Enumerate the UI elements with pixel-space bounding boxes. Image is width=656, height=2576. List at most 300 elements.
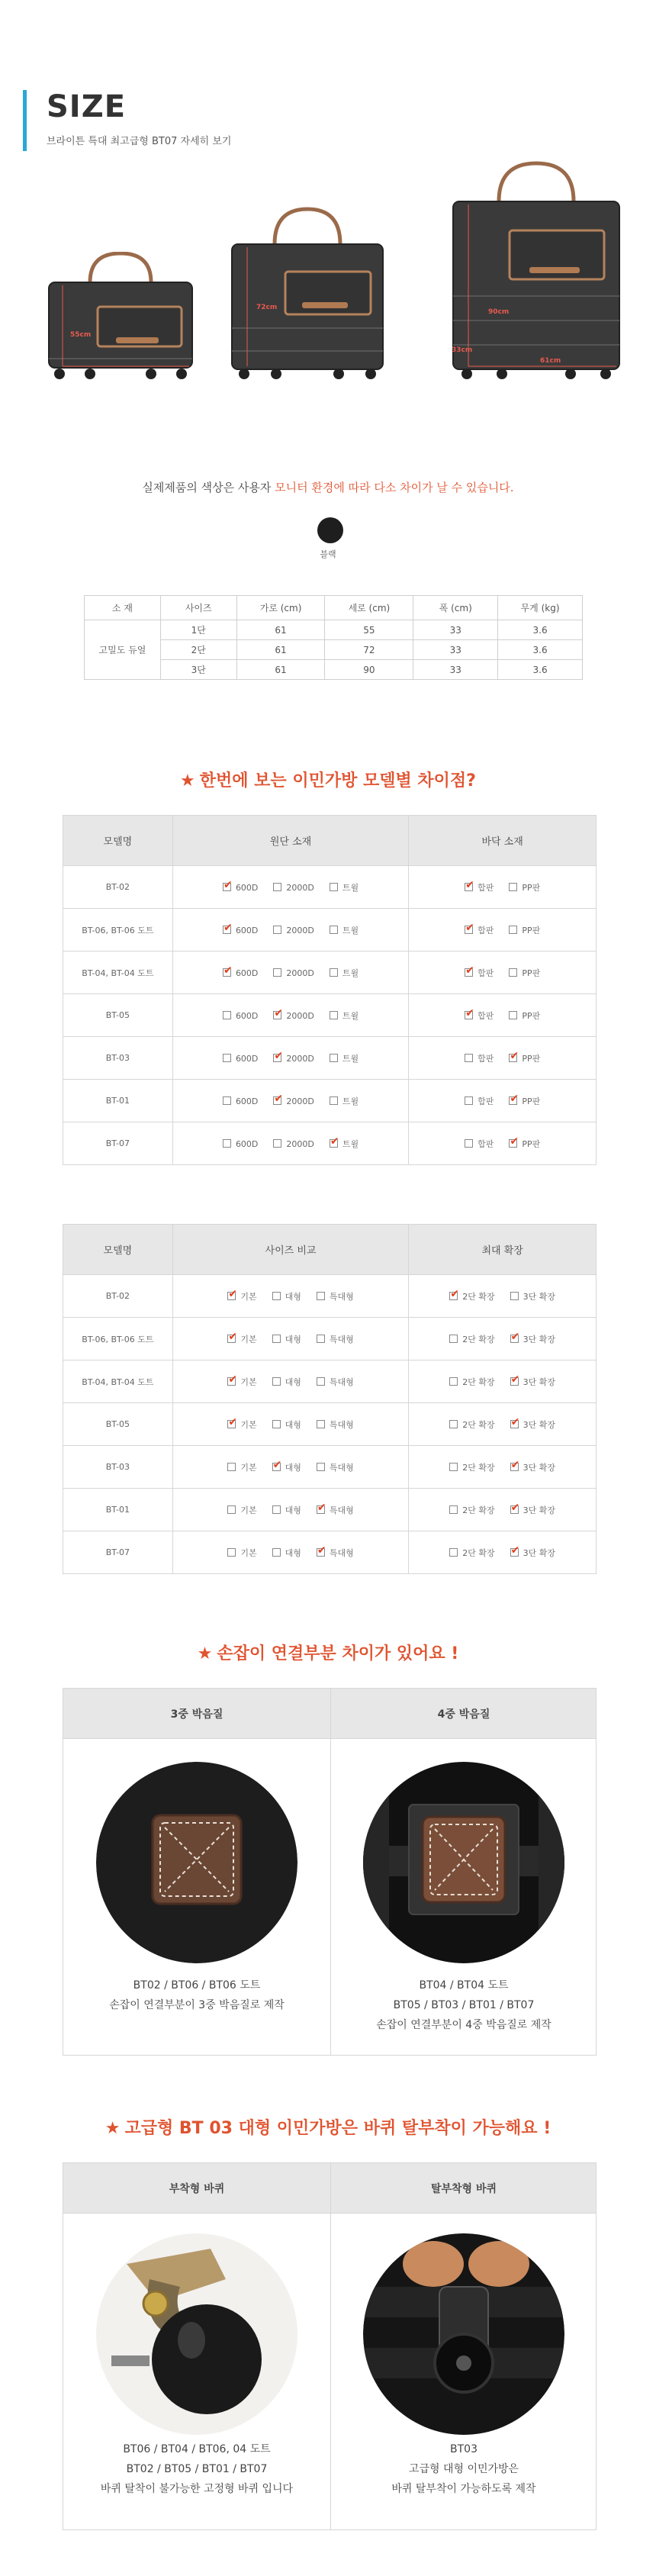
caption-line: BT02 / BT05 / BT01 / BT07 [126, 2463, 268, 2475]
option-label: 3단 확장 [523, 1505, 556, 1515]
head-triple-stitch: 3중 박음질 [170, 1708, 223, 1721]
option-item [272, 1547, 301, 1559]
option-label: 2000D [286, 882, 314, 893]
empty-box-icon [272, 1420, 281, 1428]
option-label: 2000D [286, 925, 314, 935]
model-name-cell: BT-04, BT-04 도트 [63, 1360, 173, 1403]
dim-width-61: 61cm [540, 357, 561, 365]
checked-box-icon [510, 1548, 519, 1557]
option-item [317, 1461, 354, 1473]
option-label: 기본 [240, 1419, 257, 1430]
option-item [510, 1504, 555, 1516]
col-extension: 최대 확장 [409, 1225, 597, 1275]
quad-stitch-caption [330, 1975, 597, 2035]
option-cell [172, 1122, 409, 1165]
checked-box-icon [227, 1377, 236, 1386]
detachable-wheel-caption [330, 2439, 597, 2499]
checked-box-icon [273, 1011, 281, 1019]
option-item [509, 1095, 540, 1107]
material-compare-table [63, 815, 597, 1165]
option-label: 2단 확장 [462, 1291, 495, 1302]
empty-box-icon [317, 1292, 325, 1300]
option-item [223, 1054, 258, 1064]
table-row [63, 1531, 597, 1574]
option-item [317, 1547, 354, 1559]
option-label: 대형 [285, 1334, 301, 1344]
option-label: 2단 확장 [462, 1419, 495, 1430]
checked-box-icon [509, 1054, 517, 1062]
option-label: 트윌 [342, 1053, 359, 1064]
option-label: 3단 확장 [523, 1334, 556, 1344]
option-label: 합판 [478, 882, 494, 893]
checked-box-icon [509, 1096, 517, 1105]
empty-box-icon [223, 1011, 231, 1019]
option-label: 합판 [478, 1096, 494, 1106]
option-label: 대형 [285, 1462, 301, 1473]
option-label: 대형 [285, 1291, 301, 1302]
option-label: 트윌 [342, 1096, 359, 1106]
option-label: 특대형 [329, 1291, 354, 1302]
option-cell [409, 1080, 597, 1122]
head-fixed-wheel: 부착형 바퀴 [169, 2182, 225, 2195]
option-label: 2단 확장 [462, 1462, 495, 1473]
empty-box-icon [330, 968, 338, 977]
option-cell [409, 1403, 597, 1446]
option-label: 특대형 [329, 1334, 354, 1344]
head-detachable-wheel: 탈부착형 바퀴 [430, 2182, 497, 2195]
head-quad-stitch: 4중 박음질 [437, 1708, 490, 1721]
spec-col-width: 가로 (cm) [236, 596, 325, 620]
option-cell [172, 1403, 409, 1446]
table-row [63, 1318, 597, 1360]
option-cell [172, 1489, 409, 1531]
table-row [63, 952, 597, 994]
color-notice [0, 479, 656, 495]
caption-line: BT05 / BT03 / BT01 / BT07 [393, 1999, 535, 2011]
option-item [317, 1333, 354, 1345]
option-label: 기본 [240, 1505, 257, 1515]
empty-box-icon [272, 1505, 281, 1514]
option-cell [409, 994, 597, 1037]
empty-box-icon [330, 1011, 338, 1019]
option-cell [172, 909, 409, 952]
option-item [273, 968, 314, 978]
option-item [509, 1052, 540, 1064]
checked-box-icon [465, 968, 473, 977]
option-cell [409, 1360, 597, 1403]
size-header [23, 90, 231, 151]
option-label: 3단 확장 [523, 1462, 556, 1473]
option-label: 600D [235, 882, 259, 893]
option-label: 600D [235, 1053, 259, 1064]
option-label: 특대형 [329, 1377, 354, 1387]
section-title-text: 고급형 BT 03 대형 이민가방은 바퀴 탈부착이 가능해요 ! [124, 2119, 551, 2138]
table-row [63, 1360, 597, 1403]
model-name-cell: BT-02 [63, 1275, 173, 1318]
option-cell [409, 1531, 597, 1574]
option-item [273, 1096, 314, 1106]
spec-cell: 3.6 [498, 640, 583, 660]
panel-header [63, 1689, 596, 1739]
model-name-cell: BT-07 [63, 1531, 173, 1574]
option-cell [409, 1275, 597, 1318]
option-item [272, 1504, 301, 1516]
empty-box-icon [317, 1420, 325, 1428]
option-item [273, 926, 314, 935]
option-cell [172, 994, 409, 1037]
empty-box-icon [223, 1139, 231, 1148]
model-name-cell: BT-02 [63, 866, 173, 909]
option-item [223, 1139, 258, 1149]
spec-cell: 33 [413, 620, 498, 640]
caption-line: BT02 / BT06 / BT06 도트 [133, 1979, 261, 1992]
option-item [465, 1095, 494, 1107]
spec-col-size: 사이즈 [160, 596, 236, 620]
option-label: 대형 [285, 1377, 301, 1387]
option-label: 600D [235, 1010, 259, 1021]
spec-col-weight: 무게 (kg) [498, 596, 583, 620]
option-label: 600D [235, 1138, 259, 1149]
option-cell [172, 866, 409, 909]
caption-line: 바퀴 탈부착이 가능하도록 제작 [391, 2483, 536, 2495]
option-item [449, 1461, 494, 1473]
empty-box-icon [465, 1139, 473, 1148]
caption-line: 손잡이 연결부분이 3중 박음질로 제작 [109, 1999, 285, 2011]
checked-box-icon [509, 1139, 517, 1148]
empty-box-icon [449, 1505, 458, 1514]
option-item [465, 967, 494, 979]
table-row [85, 620, 583, 640]
spec-cell: 61 [236, 620, 325, 640]
spec-cell: 61 [236, 640, 325, 660]
option-cell [172, 1275, 409, 1318]
option-item [272, 1290, 301, 1302]
empty-box-icon [223, 1096, 231, 1105]
col-floor: 바닥 소재 [409, 816, 597, 866]
option-cell [409, 952, 597, 994]
option-label: 합판 [478, 1053, 494, 1064]
spec-cell: 3단 [160, 660, 236, 680]
empty-box-icon [465, 1096, 473, 1105]
option-cell [409, 1446, 597, 1489]
empty-box-icon [465, 1054, 473, 1062]
empty-box-icon [227, 1463, 236, 1471]
empty-box-icon [449, 1463, 458, 1471]
table-header-row [63, 1225, 597, 1275]
option-label: 트윌 [342, 1138, 359, 1149]
option-item [509, 967, 540, 979]
caption-line: BT04 / BT04 도트 [419, 1979, 509, 1992]
spec-cell: 72 [325, 640, 413, 660]
checked-box-icon [465, 883, 473, 891]
option-label: 2단 확장 [462, 1377, 495, 1387]
spec-cell: 33 [413, 640, 498, 660]
caption-line: 바퀴 탈착이 불가능한 고정형 바퀴 입니다 [100, 2483, 294, 2495]
col-model: 모델명 [63, 816, 173, 866]
option-label: 합판 [478, 1010, 494, 1021]
star-icon: ★ [105, 2119, 121, 2138]
option-item [273, 1054, 314, 1064]
detachable-wheel-photo [363, 2233, 564, 2435]
option-cell [172, 1080, 409, 1122]
option-item [272, 1418, 301, 1431]
star-icon: ★ [197, 1644, 213, 1663]
model-name-cell: BT-03 [63, 1037, 173, 1080]
option-label: 대형 [285, 1419, 301, 1430]
size-compare-table [63, 1224, 597, 1574]
option-label: 2단 확장 [462, 1547, 495, 1558]
empty-box-icon [330, 1054, 338, 1062]
spec-header-row [85, 596, 583, 620]
option-label: 기본 [240, 1462, 257, 1473]
option-item [317, 1418, 354, 1431]
spec-cell: 61 [236, 660, 325, 680]
checked-box-icon [227, 1292, 236, 1300]
option-cell [409, 866, 597, 909]
dim-height-55: 55cm [70, 331, 92, 339]
empty-box-icon [272, 1292, 281, 1300]
option-item [509, 924, 540, 936]
option-item [273, 1139, 314, 1149]
empty-box-icon [509, 926, 517, 934]
option-item [510, 1461, 555, 1473]
option-item [465, 1052, 494, 1064]
option-cell [172, 952, 409, 994]
option-label: 특대형 [329, 1462, 354, 1473]
option-item [330, 1052, 359, 1064]
triple-stitch-caption [63, 1975, 330, 2015]
option-item [227, 1290, 256, 1302]
option-item [273, 883, 314, 893]
option-item [223, 883, 258, 893]
empty-box-icon [509, 883, 517, 891]
caption-line: 고급형 대형 이민가방은 [408, 2463, 519, 2475]
option-label: 2000D [286, 1138, 314, 1149]
model-name-cell: BT-04, BT-04 도트 [63, 952, 173, 994]
spec-col-depth: 폭 (cm) [413, 596, 498, 620]
option-item [510, 1333, 555, 1345]
option-cell [172, 1360, 409, 1403]
option-item [273, 1011, 314, 1021]
col-size: 사이즈 비교 [172, 1225, 409, 1275]
spec-cell: 33 [413, 660, 498, 680]
option-item [449, 1504, 494, 1516]
model-name-cell: BT-05 [63, 1403, 173, 1446]
checked-box-icon [223, 883, 231, 891]
option-item [317, 1376, 354, 1388]
option-label: 트윌 [342, 925, 359, 935]
model-name-cell: BT-05 [63, 994, 173, 1037]
option-label: 2000D [286, 968, 314, 978]
option-label: 2000D [286, 1096, 314, 1106]
option-item [317, 1504, 354, 1516]
checked-box-icon [330, 1139, 338, 1148]
option-item [227, 1333, 256, 1345]
model-name-cell: BT-03 [63, 1446, 173, 1489]
option-cell [172, 1318, 409, 1360]
option-item [330, 967, 359, 979]
bag-1-tier-image [44, 252, 197, 382]
option-label: 합판 [478, 1138, 494, 1149]
empty-box-icon [449, 1420, 458, 1428]
option-label: 대형 [285, 1547, 301, 1558]
dim-height-72: 72cm [256, 304, 278, 311]
checked-box-icon [223, 926, 231, 934]
option-label: 기본 [240, 1291, 257, 1302]
option-item [330, 1138, 359, 1150]
option-item [509, 1138, 540, 1150]
option-label: 3단 확장 [523, 1377, 556, 1387]
panel-header [63, 2163, 596, 2214]
checked-box-icon [272, 1463, 281, 1471]
spec-cell: 2단 [160, 640, 236, 660]
bag-size-illustrations [31, 160, 633, 465]
option-label: 2단 확장 [462, 1334, 495, 1344]
empty-box-icon [273, 968, 281, 977]
fixed-wheel-caption [63, 2439, 330, 2499]
spec-cell: 3.6 [498, 660, 583, 680]
empty-box-icon [273, 926, 281, 934]
spec-cell: 55 [325, 620, 413, 640]
spec-col-material: 소 재 [85, 596, 161, 620]
bag-3-tier-image [449, 160, 624, 382]
checked-box-icon [227, 1335, 236, 1343]
option-label: 600D [235, 1096, 259, 1106]
checked-box-icon [510, 1420, 519, 1428]
option-label: 특대형 [329, 1419, 354, 1430]
option-item [449, 1333, 494, 1345]
option-item [272, 1333, 301, 1345]
empty-box-icon [330, 926, 338, 934]
table-row [63, 866, 597, 909]
table-header-row [63, 816, 597, 866]
checked-box-icon [317, 1505, 325, 1514]
option-cell [172, 1531, 409, 1574]
option-item [223, 1096, 258, 1106]
option-item [510, 1376, 555, 1388]
table-row [63, 1080, 597, 1122]
option-label: 3단 확장 [523, 1547, 556, 1558]
option-label: 2단 확장 [462, 1505, 495, 1515]
col-fabric: 원단 소재 [172, 816, 409, 866]
empty-box-icon [449, 1335, 458, 1343]
option-item [227, 1376, 256, 1388]
option-label: 2000D [286, 1010, 314, 1021]
option-item [317, 1290, 354, 1302]
option-item [330, 924, 359, 936]
empty-box-icon [223, 1054, 231, 1062]
option-item [272, 1376, 301, 1388]
option-cell [172, 1037, 409, 1080]
table-row [63, 1122, 597, 1165]
option-item [510, 1418, 555, 1431]
option-item [509, 881, 540, 894]
col-model: 모델명 [63, 1225, 173, 1275]
notice-text: 실제제품의 색상은 사용자 [142, 481, 275, 494]
option-label: 트윌 [342, 1010, 359, 1021]
spec-cell: 90 [325, 660, 413, 680]
option-item [223, 968, 258, 978]
option-label: 기본 [240, 1547, 257, 1558]
spec-table [84, 595, 583, 680]
option-item [510, 1547, 555, 1559]
option-cell [409, 1122, 597, 1165]
checked-box-icon [273, 1054, 281, 1062]
option-item [509, 1009, 540, 1022]
wheel-type-panel [63, 2162, 597, 2530]
bag-2-tier-image [227, 206, 387, 382]
option-item [449, 1418, 494, 1431]
option-item [227, 1461, 256, 1473]
option-label: PP판 [522, 925, 541, 935]
empty-box-icon [449, 1548, 458, 1557]
empty-box-icon [317, 1335, 325, 1343]
table-row [63, 1446, 597, 1489]
section-title-wheel [0, 2115, 656, 2139]
option-label: 기본 [240, 1377, 257, 1387]
table-row [63, 909, 597, 952]
option-cell [172, 1446, 409, 1489]
option-item [465, 1009, 494, 1022]
option-label: 600D [235, 925, 259, 935]
option-item [330, 881, 359, 894]
quad-stitch-photo [363, 1762, 564, 1963]
section-title-text: 손잡이 연결부분 차이가 있어요 ! [217, 1644, 459, 1663]
option-item [465, 924, 494, 936]
option-item [449, 1376, 494, 1388]
option-label: 트윌 [342, 882, 359, 893]
triple-stitch-photo [96, 1762, 297, 1963]
option-cell [409, 1489, 597, 1531]
empty-box-icon [317, 1377, 325, 1386]
empty-box-icon [272, 1377, 281, 1386]
option-item [510, 1290, 555, 1302]
option-label: PP판 [522, 1010, 541, 1021]
option-label: 2000D [286, 1053, 314, 1064]
star-icon: ★ [180, 771, 195, 791]
spec-cell: 3.6 [498, 620, 583, 640]
size-title: SIZE [47, 89, 127, 124]
section-title-text: 한번에 보는 이민가방 모델별 차이점? [199, 771, 476, 791]
option-label: 특대형 [329, 1505, 354, 1515]
table-row [63, 994, 597, 1037]
option-label: 600D [235, 968, 259, 978]
checked-box-icon [223, 968, 231, 977]
option-label: 3단 확장 [523, 1291, 556, 1302]
checked-box-icon [510, 1463, 519, 1471]
option-item [449, 1547, 494, 1559]
option-cell [409, 909, 597, 952]
table-row [63, 1275, 597, 1318]
spec-cell: 1단 [160, 620, 236, 640]
table-row [63, 1489, 597, 1531]
checked-box-icon [227, 1420, 236, 1428]
empty-box-icon [330, 1096, 338, 1105]
empty-box-icon [272, 1548, 281, 1557]
option-label: PP판 [522, 1138, 541, 1149]
option-cell [409, 1318, 597, 1360]
caption-line: BT03 [450, 2443, 478, 2455]
spec-col-height: 세로 (cm) [325, 596, 413, 620]
empty-box-icon [227, 1505, 236, 1514]
option-item [272, 1461, 301, 1473]
option-label: PP판 [522, 1053, 541, 1064]
size-subtitle: 브라이튼 특대 최고급형 BT07 자세히 보기 [47, 136, 232, 147]
empty-box-icon [317, 1463, 325, 1471]
option-label: 3단 확장 [523, 1419, 556, 1430]
option-item [223, 926, 258, 935]
option-label: 기본 [240, 1334, 257, 1344]
